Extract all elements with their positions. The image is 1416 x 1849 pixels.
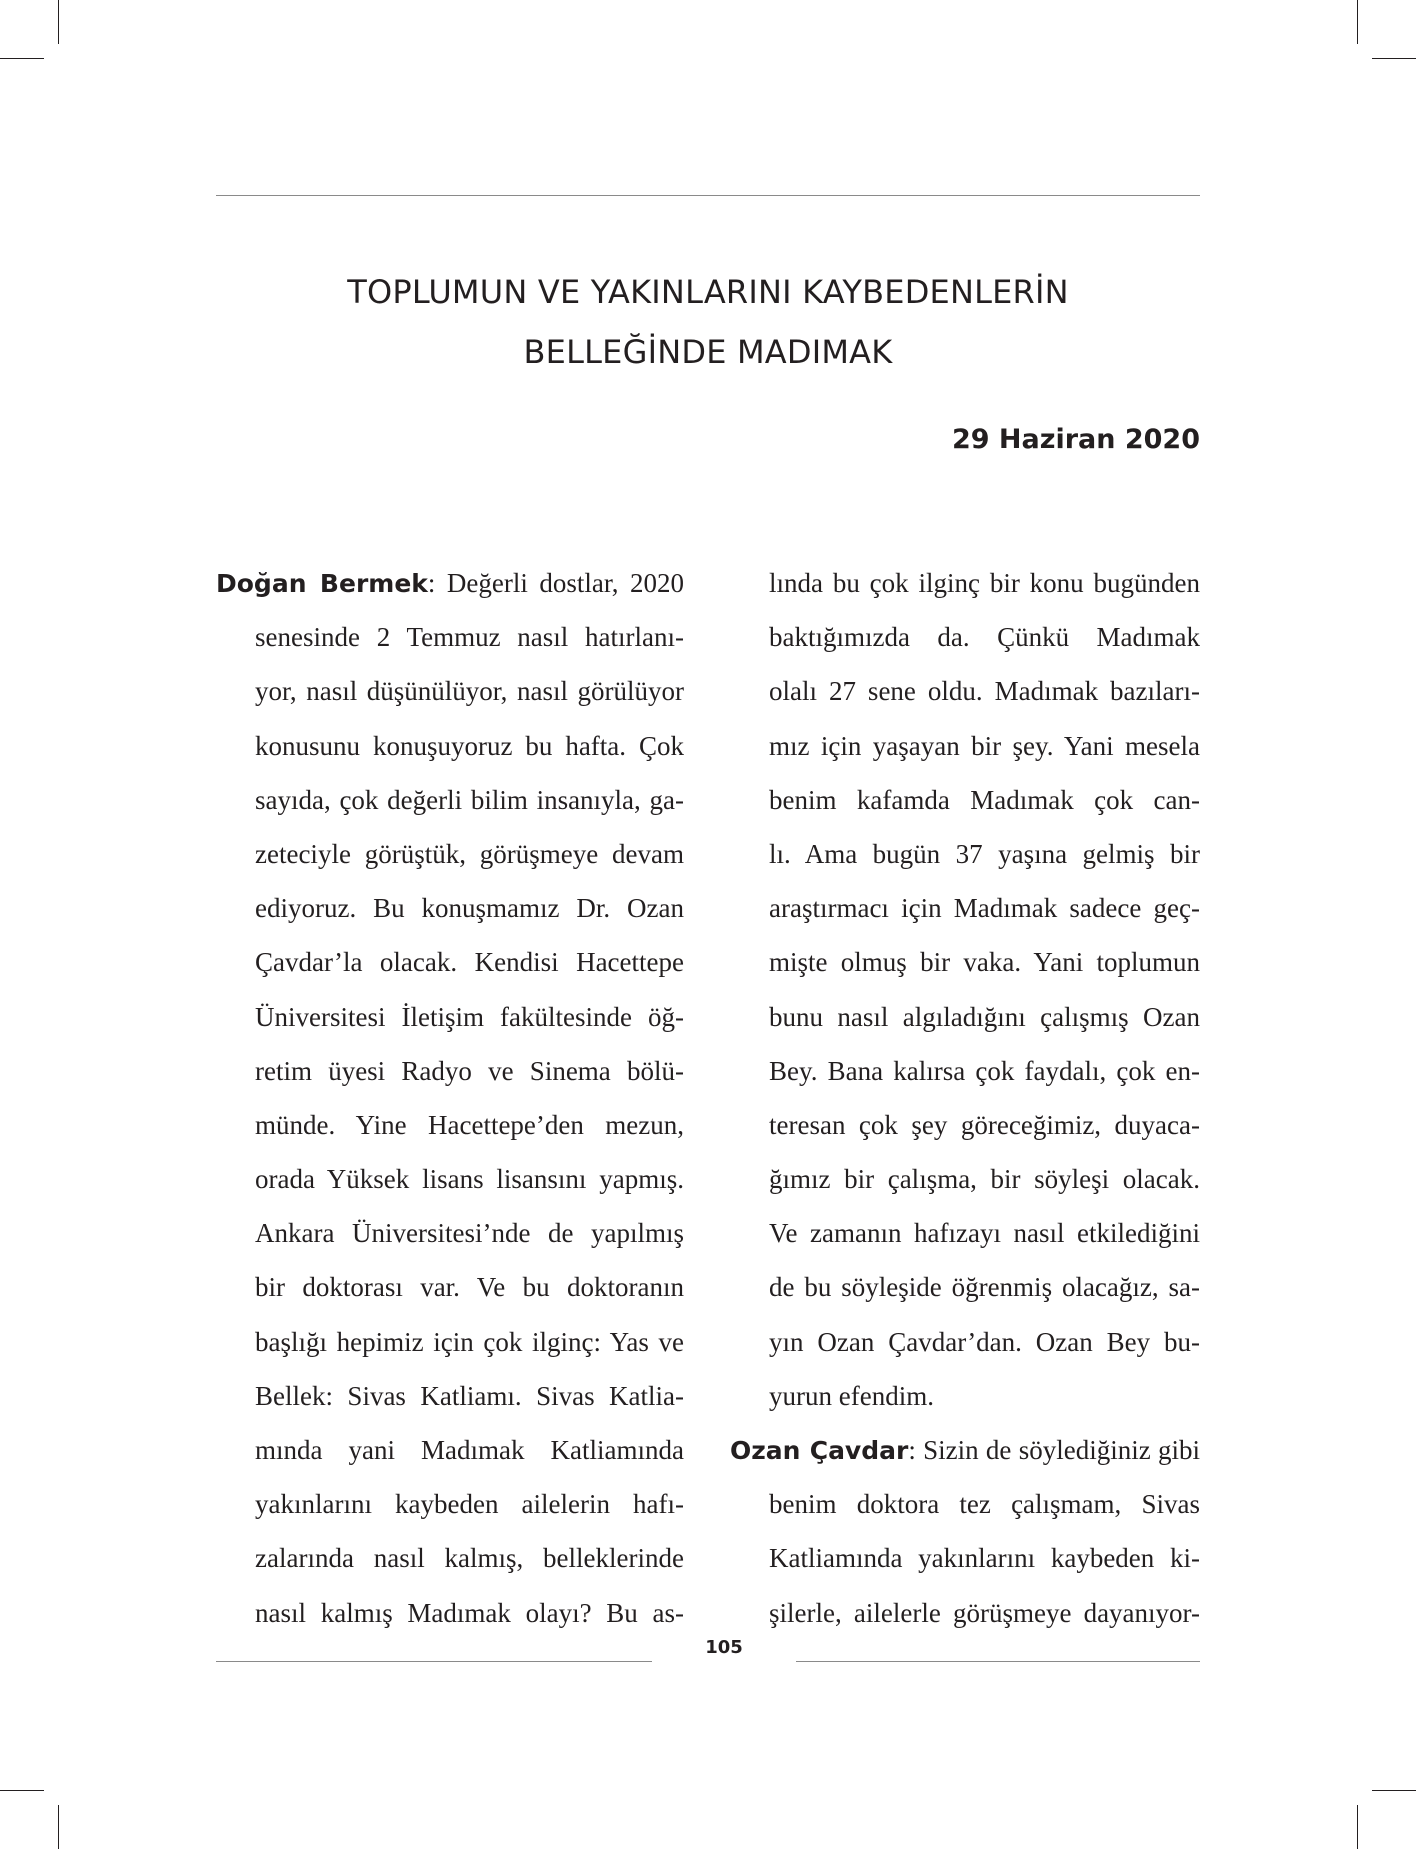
text-line: mız için yaşayan bir şey. Yani mesela [769,730,1200,761]
text-line: Bellek: Sivas Katliamı. Sivas Katlia- [255,1380,684,1411]
text-line: mında yani Madımak Katliamında [255,1435,684,1465]
text-line: zalarında nasıl kalmış, belleklerinde [255,1543,684,1574]
speaker-name: Ozan Çavdar [730,1436,909,1465]
text-line: yakınlarını kaybeden ailelerin hafı- [255,1489,684,1520]
text-line: senesinde 2 Temmuz nasıl hatırlanı- [255,622,684,653]
text-line: yor, nasıl düşünülüyor, nasıl görülüyor [255,676,684,707]
text-line [730,1423,1200,1477]
text-line: Bey. Bana kalırsa çok faydalı, çok en- [769,1055,1200,1086]
text-line: ediyoruz. Bu konuşmamız Dr. Ozan [255,893,684,924]
chapter-date: 29 Haziran 2020 [951,424,1200,455]
text-line: bunu nasıl algıladığını çalışmış Ozan [769,1001,1200,1032]
text-line: başlığı hepimiz için çok ilginç: Yas ve [255,1326,684,1357]
text-line: sayıda, çok değerli bilim insanıyla, ga- [255,784,684,815]
text-line: benim doktora tez çalışmam, Sivas [769,1489,1200,1520]
footer-rule-right [796,1661,1200,1662]
text-line [216,556,684,610]
text-line: olalı 27 sene oldu. Madımak bazıları- [769,676,1200,707]
text-line: baktığımızda da. Çünkü Madımak [769,622,1200,653]
crop-mark [1357,0,1358,44]
crop-mark [0,58,44,59]
text-line: lında bu çok ilginç bir konu bugünden [769,568,1200,598]
title-line: TOPLUMUN VE YAKINLARINI KAYBEDENLERİN [347,273,1069,311]
text-line: Üniversitesi İletişim fakültesinde öğ- [255,1001,684,1032]
text-line: şilerle, ailelerle görüşmeye dayanıyor- [769,1597,1200,1628]
text-line: retim üyesi Radyo ve Sinema bölü- [255,1055,684,1086]
left-column [216,556,684,1640]
text-line: münde. Yine Hacettepe’den mezun, [255,1109,684,1140]
text-line: Çavdar’la olacak. Kendisi Hacettepe [255,947,684,978]
text-line: zeteciyle görüştük, görüşmeye devam [255,838,684,869]
crop-mark [0,1790,44,1791]
speech-text: : Sizin de söylediğiniz gibi [908,1435,1200,1465]
text-line: lı. Ama bugün 37 yaşına gelmiş bir [769,838,1200,869]
text-line: Ankara Üniversitesi’nde de yapılmış [255,1218,684,1249]
header-rule [216,195,1200,196]
text-line: mişte olmuş bir vaka. Yani toplumun [769,947,1200,978]
title-line: BELLEĞİNDE MADIMAK [523,333,893,371]
crop-mark [1372,1790,1416,1791]
text-line: nasıl kalmış Madımak olayı? Bu as- [255,1597,684,1628]
crop-mark [1357,1805,1358,1849]
footer-rule-left [216,1661,652,1662]
crop-mark [1372,58,1416,59]
text-line: yın Ozan Çavdar’dan. Ozan Bey bu- [769,1326,1200,1357]
text-line: konusunu konuşuyoruz bu hafta. Çok [255,730,684,761]
text-line: araştırmacı için Madımak sadece geç- [769,893,1200,924]
text-line: teresan çok şey göreceğimiz, duyaca- [769,1109,1200,1140]
page-number: 105 [705,1637,743,1658]
text-line: Ve zamanın hafızayı nasıl etkilediğini [769,1218,1200,1249]
crop-mark [58,1805,59,1849]
speaker-name: Doğan Bermek [216,569,428,598]
chapter-title [216,262,1200,382]
text-line: Katliamında yakınlarını kaybeden ki- [769,1543,1200,1574]
text-line: bir doktorası var. Ve bu doktoranın [255,1272,684,1303]
text-line: ğımız bir çalışma, bir söyleşi olacak. [769,1164,1200,1195]
right-column [730,556,1200,1640]
text-line: de bu söyleşide öğrenmiş olacağız, sa- [769,1272,1200,1303]
text-line: yurun efendim. [769,1380,934,1411]
speech-text: : Değerli dostlar, 2020 [427,568,684,598]
text-line: benim kafamda Madımak çok can- [769,784,1200,815]
text-line: orada Yüksek lisans lisansını yapmış. [255,1164,684,1195]
crop-mark [58,0,59,44]
